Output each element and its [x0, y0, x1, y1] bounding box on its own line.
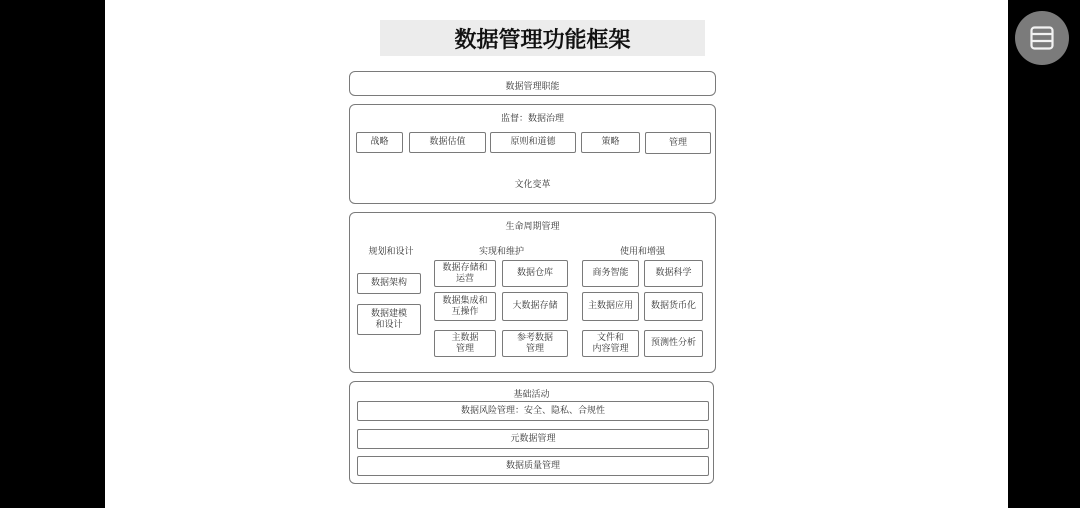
usage-item-monetization: 数据货币化 [644, 292, 703, 321]
planning-item-architecture: 数据架构 [357, 273, 421, 294]
page-title-text: 数据管理功能框架 [454, 27, 631, 53]
lifecycle-title: 生命周期管理 [505, 222, 560, 232]
governance-item-policy: 策略 [581, 132, 640, 153]
governance-item-strategy: 战略 [356, 132, 403, 153]
foundation-item-quality: 数据质量管理 [357, 456, 709, 476]
reader-mode-button[interactable] [1015, 11, 1069, 65]
operation-item-storage: 数据存储和 运营 [434, 260, 496, 287]
reader-mode-icon [1029, 25, 1055, 51]
governance-footer: 文化变革 [514, 180, 551, 190]
page-title [380, 20, 705, 56]
planning-item-modeling: 数据建模 和设计 [357, 304, 421, 335]
functions-header-box [349, 71, 716, 96]
governance-item-principles-ethics: 原则和道德 [490, 132, 576, 153]
governance-title: 监督：数据治理 [500, 114, 564, 124]
operation-title: 实现和维护 [478, 247, 524, 257]
lifecycle-section [349, 212, 716, 373]
usage-item-bi: 商务智能 [582, 260, 639, 287]
usage-item-content-management: 文件和 内容管理 [582, 330, 639, 357]
usage-item-predictive-analytics: 预测性分析 [644, 330, 703, 357]
functions-header-label: 数据管理职能 [505, 82, 560, 92]
foundation-section [349, 381, 714, 484]
governance-section [349, 104, 716, 204]
operation-item-bigdata: 大数据存储 [502, 292, 568, 321]
slide [105, 0, 1008, 508]
usage-title: 使用和增强 [619, 247, 665, 257]
governance-item-data-valuation: 数据估值 [409, 132, 486, 153]
foundation-item-metadata: 元数据管理 [357, 429, 709, 449]
planning-title: 规划和设计 [368, 247, 414, 257]
operation-item-warehouse: 数据仓库 [502, 260, 568, 287]
governance-item-stewardship: 管理 [645, 132, 711, 154]
operation-item-reference-data: 参考数据 管理 [502, 330, 568, 357]
foundation-item-risk: 数据风险管理：安全、隐私、合规性 [357, 401, 709, 421]
operation-item-master-data: 主数据 管理 [434, 330, 496, 357]
usage-item-master-data-apps: 主数据应用 [582, 292, 639, 321]
foundation-title: 基础活动 [513, 390, 550, 400]
usage-item-data-science: 数据科学 [644, 260, 703, 287]
operation-item-integration: 数据集成和 互操作 [434, 292, 496, 321]
